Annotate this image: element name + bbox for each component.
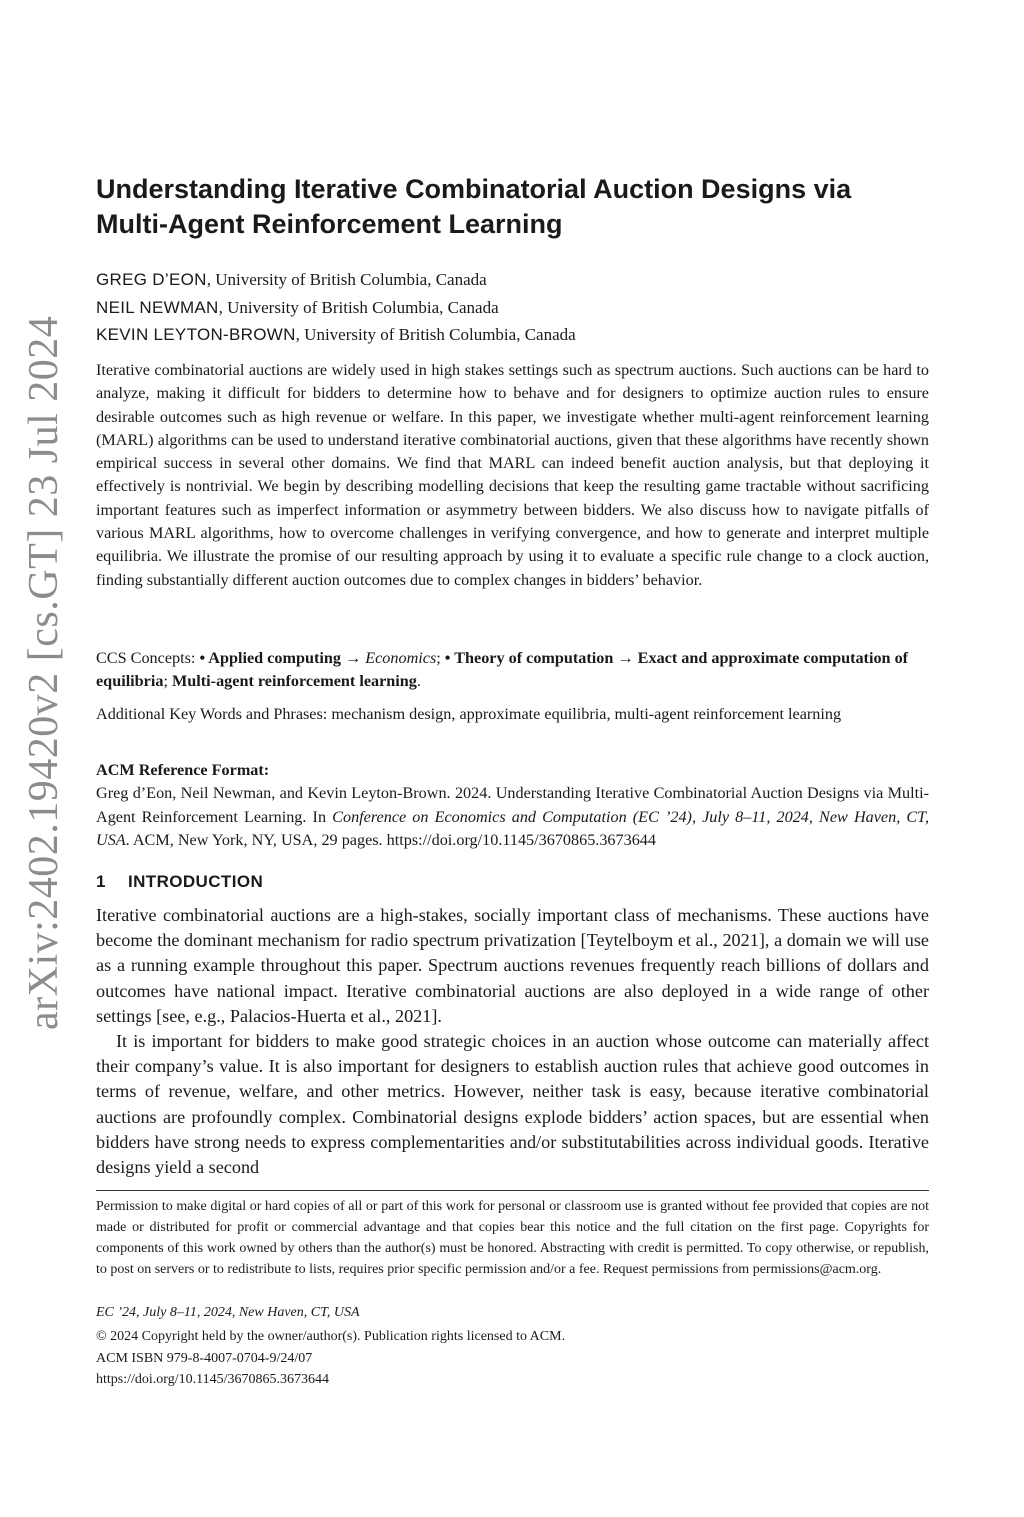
author-row xyxy=(96,294,929,322)
acm-reference-venue: Conference on Economics and Computation (EC ’24), July 8–11, 2024, New Haven, CT, USA xyxy=(96,807,930,849)
ccs-arrow: → xyxy=(340,649,366,667)
keywords: Additional Key Words and Phrases: mechanism design, approximate equilibria, multi-agent reinforcement learning xyxy=(96,705,842,723)
ccs-separator: ; xyxy=(163,672,173,691)
permission-notice: Permission to make digital or hard copies of all or part of this work for personal or classroom use is granted without fee provided that copies are not made or distributed for profit or commercial advantage and that copies bear this notice and the full citation on the first page. Copyrights for components of this work owned by others than the author(s) must be honored. Abstracting with credit is permitted. To copy otherwise, or republish, to post on servers or to redistribute to lists, requires prior specific permission and/or a fee. Request permissions from permissions@acm.org. xyxy=(96,1199,929,1277)
body-paragraph: Iterative combinatorial auctions are a high-stakes, socially important class of mechanisms. These auctions have become the dominant mechanism for radio spectrum privatization [Teytelboym et al., 2021], a domain we will use as a running example throughout this paper. Spectrum auctions revenues frequently reach billions of dollars and outcomes have national impact. Iterative combinatorial auctions are also deployed in a wide range of other settings [see, e.g., Palacios-Huerta et al., 2021]. xyxy=(96,905,929,1026)
abstract: Iterative combinatorial auctions are widely used in high stakes settings such as spectrum auctions. Such auctions can be hard to analyze, making it difficult for bidders to determine how to behave and for designers to optimize auction rules to ensure desirable outcomes such as high revenue or welfare. In this paper, we investigate whether multi-agent reinforcement learning (MARL) algorithms can be used to understand iterative combinatorial auctions, given that these algorithms have recently shown empirical success in several other domains. We find that MARL can indeed benefit auction analysis, but that deploying it effectively is nontrivial. We begin by describing modelling decisions that keep the resulting game tractable without sacrificing important features such as imperfect information or asymmetry between bidders. We also discuss how to navigate pitfalls of various MARL algorithms, how to overcome challenges in verifying convergence, and how to generate and interpret multiple equilibria. We illustrate the promise of our resulting approach by using it to evaluate a specific rule change to a clock auction, finding substantially different auction outcomes due to complex changes in bidders’ behavior. xyxy=(96,361,929,589)
acm-reference-text xyxy=(96,782,929,852)
footnote-divider xyxy=(96,1190,929,1191)
copyright-notice: © 2024 Copyright held by the owner/author(s). Publication rights licensed to ACM. xyxy=(96,1329,566,1344)
introduction-body xyxy=(96,903,929,1180)
acm-reference-heading: ACM Reference Format: xyxy=(96,761,270,779)
paper-title-line-1: Understanding Iterative Combinatorial Auction Designs via xyxy=(96,174,852,204)
author-row xyxy=(96,266,929,294)
acm-reference-format xyxy=(96,759,929,852)
author-name: KEVIN LEYTON-BROWN xyxy=(96,325,296,344)
section-number: 1 xyxy=(96,872,106,891)
section-title: INTRODUCTION xyxy=(128,872,264,891)
ccs-arrow: → xyxy=(613,649,638,667)
ccs-concepts xyxy=(96,647,929,694)
acm-reference-publisher-doi[interactable]: . ACM, New York, NY, USA, 29 pages. https://doi.org/10.1145/3670865.3673644 xyxy=(125,830,656,849)
isbn: ACM ISBN 979-8-4007-0704-9/24/07 xyxy=(96,1350,313,1366)
section-heading-introduction xyxy=(96,872,929,892)
ccs-applied-computing: • Applied computing xyxy=(199,649,341,667)
arxiv-identifier-stamp[interactable]: arXiv:2402.19420v2 [cs.GT] 23 Jul 2024 xyxy=(21,315,67,1030)
author-list xyxy=(96,266,929,349)
author-affiliation: , University of British Columbia, Canada xyxy=(295,325,576,344)
ccs-theory-of-computation: • Theory of computation xyxy=(444,649,614,667)
body-paragraph: It is important for bidders to make good strategic choices in an auction whose outcome can materially affect their company’s value. It is also important for designers to establish auction rules that achieve good outcomes in terms of revenue, welfare, and other metrics. However, neither task is easy, because iterative combinatorial auctions are profoundly complex. Combinatorial designs explode bidders’ action spaces, but are essential when bidders have strong needs to express complementarities and/or substitutabilities across individual goods. Iterative designs yield a second xyxy=(96,1031,929,1178)
ccs-economics: Economics xyxy=(365,649,437,667)
ccs-label: CCS Concepts: xyxy=(96,649,200,667)
acm-reference-authors-title: Greg d’Eon, Neil Newman, and Kevin Leyton-Brown. 2024. Understanding Iterative Combinatorial Auction Designs via Multi-Agent Reinforcement Learning. In xyxy=(96,784,929,826)
author-name: GREG D’EON xyxy=(96,270,207,289)
author-row xyxy=(96,321,929,349)
paper-title xyxy=(96,172,929,242)
paper-title-line-2: Multi-Agent Reinforcement Learning xyxy=(96,209,563,239)
ccs-exact-approximate-equilibria: Exact and approximate computation of equilibria xyxy=(96,649,909,691)
ccs-marl: Multi-agent reinforcement learning xyxy=(172,672,417,691)
author-affiliation: , University of British Columbia, Canada xyxy=(206,270,487,289)
ccs-separator: ; xyxy=(436,649,445,667)
author-affiliation: , University of British Columbia, Canada xyxy=(218,297,499,317)
ccs-end: . xyxy=(416,672,421,691)
copyright-block xyxy=(96,1326,929,1391)
conference-line: EC ’24, July 8–11, 2024, New Haven, CT, USA xyxy=(96,1305,360,1320)
author-name: NEIL NEWMAN xyxy=(96,297,219,317)
doi-link[interactable]: https://doi.org/10.1145/3670865.3673644 xyxy=(96,1372,329,1387)
